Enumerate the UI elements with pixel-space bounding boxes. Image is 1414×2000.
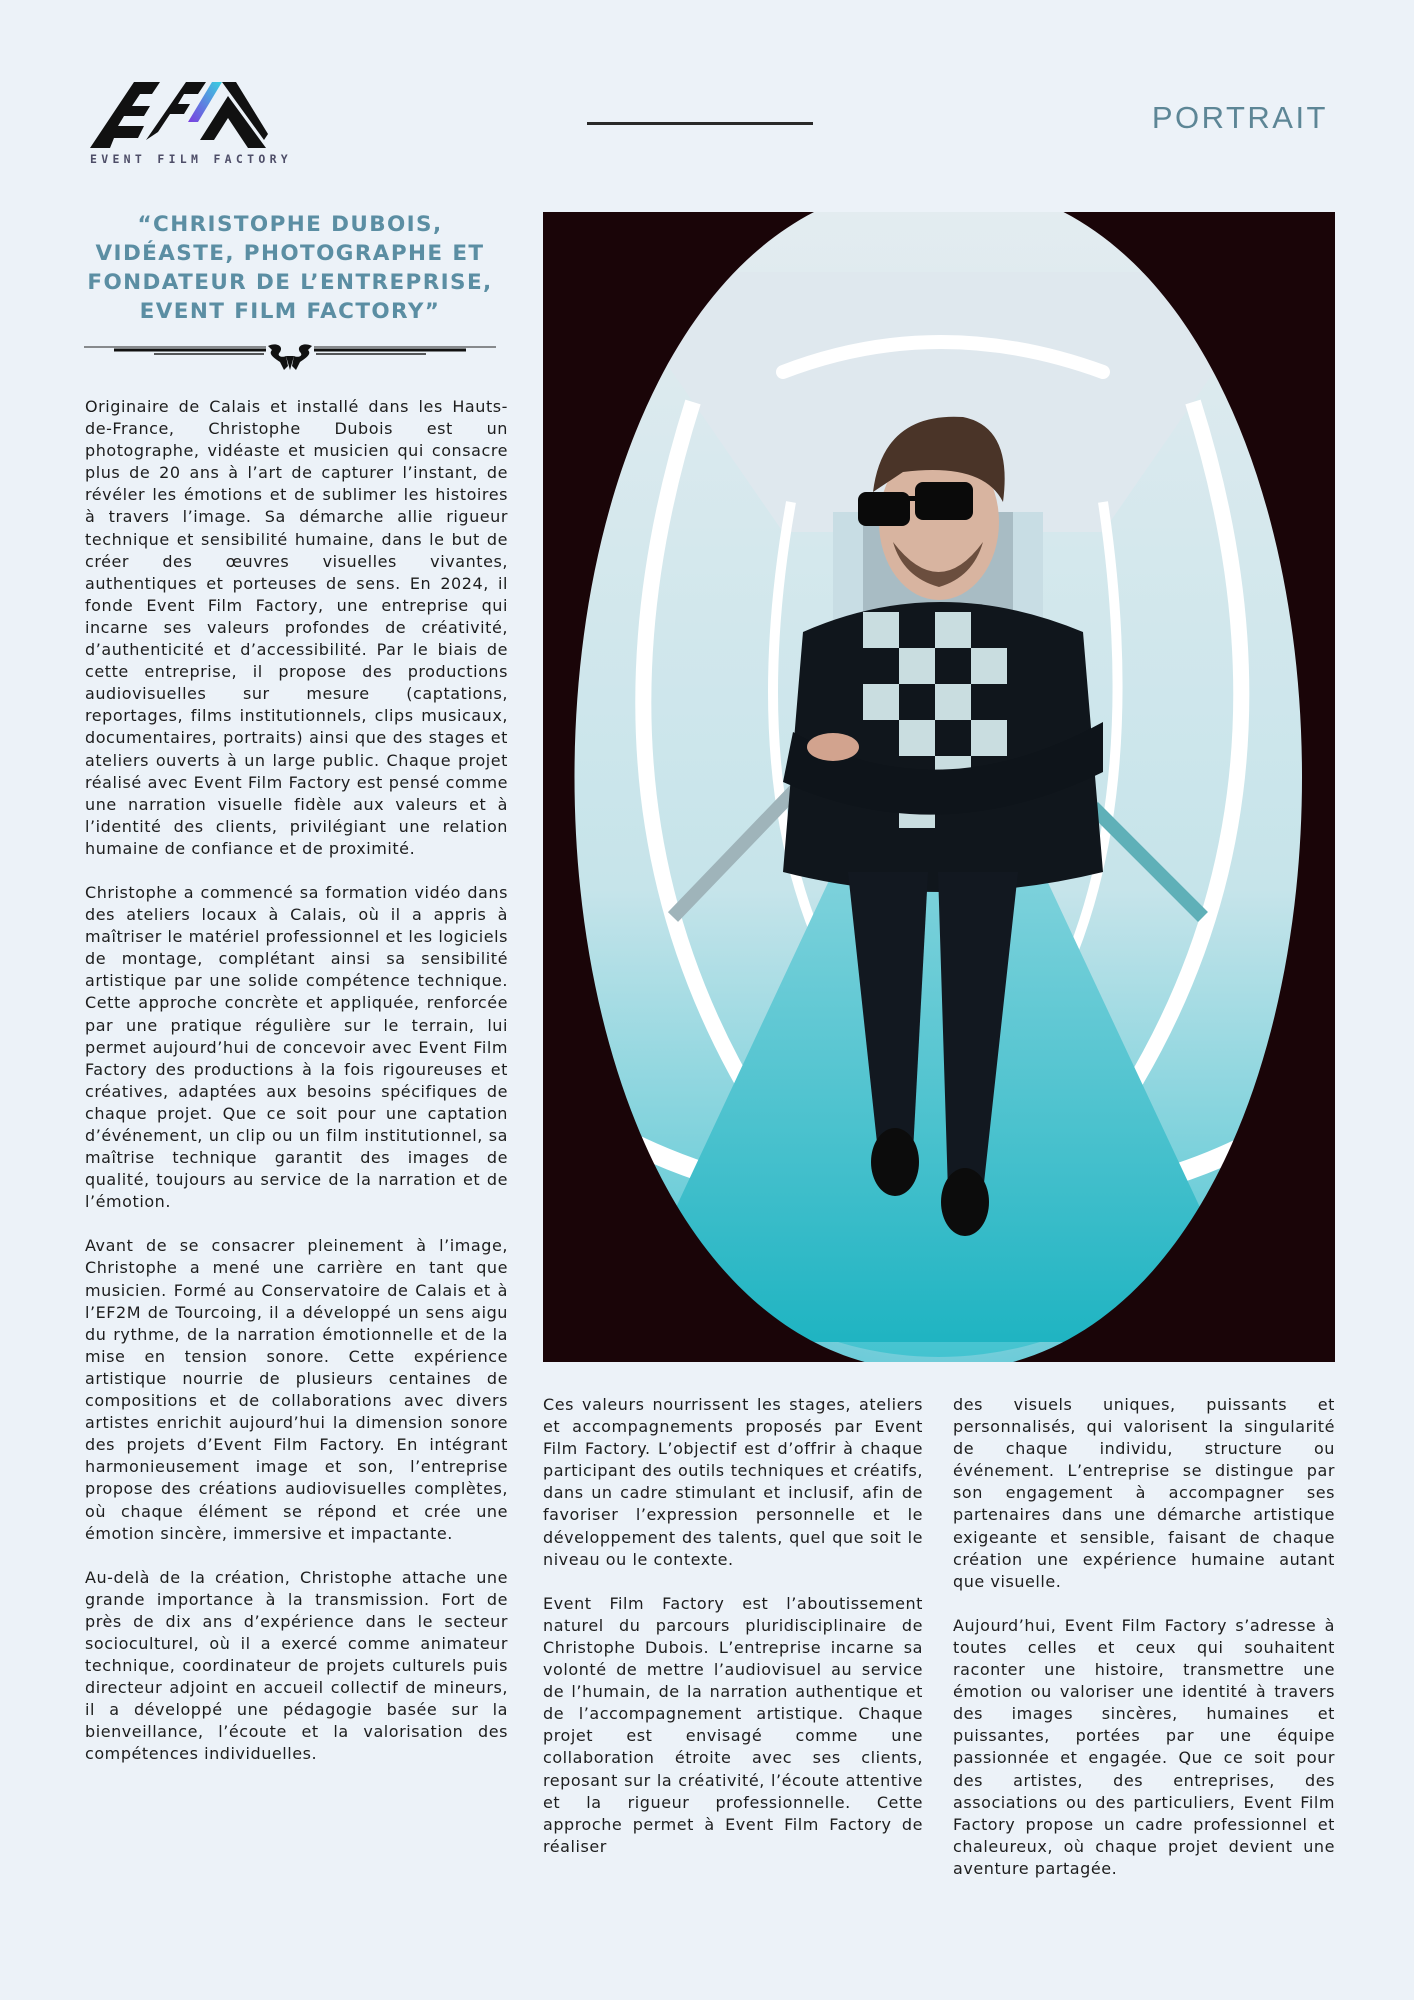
article-column-middle xyxy=(543,1394,923,1880)
article-paragraph: Event Film Factory est l’aboutissement naturel du parcours pluridisciplinaire de Christophe Dubois. L’entreprise incarne sa volonté de mettre l’audiovisuel au service de l’humain, de la narration authentique et de l’accompagnement artistique. Chaque projet est envisagé comme une collaboration étroite avec ses clients, reposant sur la créativité, l’écoute attentive et la rigueur professionnelle. Cette approche permet à Event Film Factory de réaliser xyxy=(543,1593,923,1856)
company-logo xyxy=(88,78,293,170)
article-paragraph: des visuels uniques, puissants et personnalisés, qui valorisent la singularité de chaque individu, structure ou événement. L’entreprise se distingue par son engagement à accompagner ses partenaires dans une démarche artistique exigeante et sensible, faisant de chaque création une expérience humaine autant que visuelle. xyxy=(953,1395,1335,1591)
article-paragraph: Au-delà de la création, Christophe attache une grande importance à la transmission. Fort de près de dix ans d’expérience dans le secteur socioculturel, où il a exercé comme animateur technique, coordinateur de projets culturels puis directeur adjoint en accueil collectif de mineurs, il a développé une pédagogie basée sur la bienveillance, l’écoute et la valorisation des compétences individuelles. xyxy=(85,1567,508,1764)
header-divider xyxy=(587,122,813,125)
quote-line: EVENT FILM FACTORY” xyxy=(139,299,441,324)
article-column-left xyxy=(85,396,508,1788)
quote-line: “CHRISTOPHE DUBOIS, xyxy=(137,212,443,237)
article-column-right xyxy=(953,1394,1335,1902)
quote-line: FONDATEUR DE L’ENTREPRISE, xyxy=(87,270,493,295)
portrait-photo xyxy=(543,212,1335,1362)
quote-line: VIDÉASTE, PHOTOGRAPHE ET xyxy=(95,241,485,266)
pull-quote xyxy=(82,210,498,326)
eagle-divider-icon xyxy=(84,336,496,372)
logo-wordmark: EVENT FILM FACTORY xyxy=(90,152,293,166)
article-paragraph: Aujourd’hui, Event Film Factory s’adresse à toutes celles et ceux qui souhaitent raconter une histoire, transmettre une émotion ou valoriser une identité à travers des images sincères, humaines et puissantes, portées par une équipe passionnée et engagée. Que ce soit pour des artistes, des entreprises, des associations ou des particuliers, Event Film Factory propose un cadre professionnel et chaleureux, où chaque projet devient une aventure partagée. xyxy=(953,1615,1335,1878)
article-paragraph: Ces valeurs nourrissent les stages, ateliers et accompagnements proposés par Event Film Factory. L’objectif est d’offrir à chaque participant des outils techniques et créatifs, dans un cadre stimulant et inclusif, afin de favoriser l’expression personnelle et le développement des talents, quel que soit le niveau ou le contexte. xyxy=(543,1395,923,1569)
article-paragraph: Christophe a commencé sa formation vidéo dans des ateliers locaux à Calais, où il a appris à maîtriser le matériel professionnel et les logiciels de montage, complétant ainsi sa sensibilité artistique par une solide compétence technique. Cette approche concrète et appliquée, renforcée par une pratique régulière sur le terrain, lui permet aujourd’hui de concevoir avec Event Film Factory des productions à la fois rigoureuses et créatives, adaptées aux besoins spécifiques de chaque projet. Que ce soit pour une captation d’événement, un clip ou un film institutionnel, sa maîtrise technique garantit des images de qualité, toujours au service de la narration et de l’émotion. xyxy=(85,882,508,1212)
efm-monogram-icon xyxy=(88,78,268,150)
article-paragraph: Avant de se consacrer pleinement à l’image, Christophe a mené une carrière en tant que musicien. Formé au Conservatoire de Calais et à l’EF2M de Tourcoing, il a développé un sens aigu du rythme, de la narration émotionnelle et de la mise en tension sonore. Cette expérience artistique nourrie de plusieurs centaines de compositions et de collaborations avec divers artistes enrichit aujourd’hui la dimension sonore des projets d’Event Film Factory. En intégrant harmonieusement image et son, l’entreprise propose des créations audiovisuelles complètes, où chaque élément se répond et crée une émotion sincère, immersive et impactante. xyxy=(85,1236,508,1543)
section-label: PORTRAIT xyxy=(1151,100,1328,135)
article-paragraph: Originaire de Calais et installé dans les Hauts-de-France, Christophe Dubois est un photographe, vidéaste et musicien qui consacre plus de 20 ans à l’art de capturer l’instant, de révéler les émotions et de sublimer les histoires à travers l’image. Sa démarche allie rigueur technique et sensibilité humaine, dans le but de créer des œuvres visuelles vivantes, authentiques et porteuses de sens. En 2024, il fonde Event Film Factory, une entreprise qui incarne ses valeurs profondes de créativité, d’authenticité et d’accessibilité. Par le biais de cette entreprise, il propose des productions audiovisuelles sur mesure (captations, reportages, films institutionnels, clips musicaux, documentaires, portraits) ainsi que des stages et ateliers ouverts à un large public. Chaque projet réalisé avec Event Film Factory est pensé comme une narration visuelle fidèle aux valeurs et à l’identité des clients, privilégiant une relation humaine de confiance et de proximité. xyxy=(85,397,508,858)
